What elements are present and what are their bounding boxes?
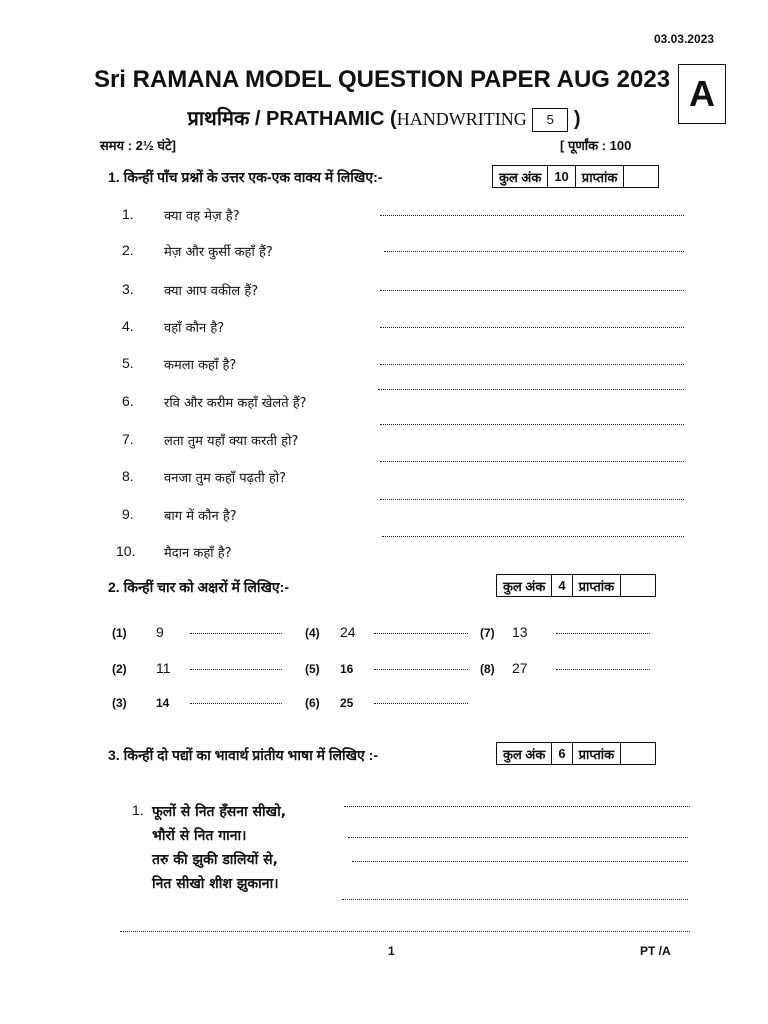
poem-line: नित सीखो शीश झुकाना। [152, 876, 279, 892]
question-row [0, 506, 768, 530]
score-label: कुल अंक [497, 575, 552, 597]
question-number: 4. [122, 318, 134, 334]
answer-line[interactable] [348, 836, 688, 838]
question-text: वनजा तुम कहाँ पढ़ती हो? [164, 471, 287, 486]
full-marks: [ पूर्णांक : 100 [560, 138, 632, 153]
answer-line[interactable] [190, 632, 282, 634]
score-obtained-box [621, 575, 656, 597]
section3-title: 3. किन्हीं दो पद्यों का भावार्थ प्रांतीय भाषा में लिखिए :- [108, 747, 378, 763]
question-row [0, 242, 768, 266]
title-prefix: Sri RAMANA MODEL QUESTION PAPER AUG [93, 66, 610, 93]
score-obtained-box [621, 743, 656, 765]
subtitle-eng: / PRATHAMIC ( [249, 108, 397, 130]
subtitle-close: ) [573, 108, 581, 130]
poem-number: 1. [132, 802, 144, 818]
question-text: लता तुम यहाँ क्या करती हो? [164, 434, 299, 449]
question-number: 10. [116, 543, 136, 559]
answer-line[interactable] [190, 668, 282, 670]
answer-line[interactable] [120, 930, 690, 932]
question-text: क्या आप वकील हैं? [164, 284, 259, 299]
answer-line[interactable] [374, 632, 468, 634]
question-row [0, 468, 768, 492]
score-obtained-label: प्राप्तांक [575, 166, 624, 188]
answer-line[interactable] [190, 702, 282, 704]
number-label: (2) [112, 662, 127, 676]
subtitle-hindi: प्राथमिक [187, 108, 250, 130]
question-text: रवि और करीम कहाँ खेलते हैं? [164, 396, 307, 411]
section1-title: 1. किन्हीं पाँच प्रश्नों के उत्तर एक-एक वाक्य में लिखिए:- [108, 169, 383, 185]
section2-score-table [496, 574, 656, 597]
poem-line: फूलों से नित हँसना सीखो, [152, 804, 287, 820]
section3-score-table [496, 742, 656, 765]
score-value: 10 [548, 166, 575, 188]
answer-line[interactable] [384, 250, 684, 252]
answer-line[interactable] [380, 289, 684, 291]
answer-line[interactable] [380, 363, 684, 365]
title-year: 2023 [616, 66, 671, 93]
score-obtained-label: प्राप्तांक [572, 743, 621, 765]
question-number: 5. [122, 355, 134, 371]
question-row [0, 355, 768, 379]
question-text: मेज़ और कुर्सी कहाँ हैं? [164, 245, 273, 260]
answer-line[interactable] [556, 632, 650, 634]
paper-title [0, 66, 768, 94]
answer-line[interactable] [342, 898, 688, 900]
number-value: 16 [340, 662, 354, 676]
question-row [0, 206, 768, 230]
question-number: 7. [122, 431, 134, 447]
answer-line[interactable] [380, 460, 684, 462]
section1-score-table [492, 165, 659, 188]
question-text: मैदान कहाँ है? [164, 546, 232, 561]
section2-title: 2. किन्हीं चार को अक्षरों में लिखिए:- [108, 579, 289, 595]
score-obtained-label: प्राप्तांक [572, 575, 621, 597]
number-value: 13 [512, 624, 528, 640]
question-row [0, 318, 768, 342]
answer-line[interactable] [344, 805, 690, 807]
number-label: (7) [480, 626, 495, 640]
number-label: (4) [305, 626, 320, 640]
score-value: 6 [552, 743, 572, 765]
handwriting-label: HANDWRITING [396, 109, 527, 129]
exam-date: 03.03.2023 [653, 32, 714, 46]
number-value: 14 [156, 696, 170, 710]
set-label: A [678, 64, 726, 124]
score-value: 4 [552, 575, 572, 597]
page-number: 1 [388, 944, 395, 958]
number-label: (1) [112, 626, 127, 640]
handwriting-score-box: 5 [532, 108, 568, 132]
answer-line[interactable] [374, 668, 468, 670]
question-row [0, 543, 768, 567]
number-value: 11 [156, 660, 171, 676]
answer-line[interactable] [556, 668, 650, 670]
question-number: 2. [122, 242, 134, 258]
poem-line: भौरों से नित गाना। [152, 828, 247, 844]
question-number: 9. [122, 506, 134, 522]
paper-subtitle [0, 104, 768, 132]
question-number: 1. [122, 206, 134, 222]
number-value: 27 [512, 660, 528, 676]
answer-line[interactable] [374, 702, 468, 704]
question-row [0, 281, 768, 305]
time-allowed: समय : 2½ घंटे] [100, 138, 176, 153]
number-label: (5) [305, 662, 320, 676]
answer-line[interactable] [352, 860, 688, 862]
number-label: (6) [305, 696, 320, 710]
answer-line[interactable] [378, 388, 684, 390]
answer-line[interactable] [380, 214, 684, 216]
score-label: कुल अंक [497, 743, 552, 765]
question-row [0, 393, 768, 417]
score-label: कुल अंक [493, 166, 548, 188]
number-label: (8) [480, 662, 495, 676]
question-text: वहाँ कौन है? [164, 321, 225, 336]
poem [152, 800, 286, 896]
question-number: 3. [122, 281, 134, 297]
answer-line[interactable] [382, 535, 684, 537]
answer-line[interactable] [380, 326, 684, 328]
score-obtained-box [624, 166, 659, 188]
question-text: कमला कहाँ है? [164, 358, 237, 373]
answer-line[interactable] [380, 423, 684, 425]
number-value: 25 [340, 696, 354, 710]
number-value: 24 [340, 624, 356, 640]
question-number: 6. [122, 393, 134, 409]
question-row [0, 431, 768, 455]
question-text: क्या वह मेज़ है? [164, 209, 240, 224]
number-value: 9 [156, 624, 164, 640]
question-number: 8. [122, 468, 134, 484]
poem-line: तरु की झुकी डालियों से, [152, 852, 278, 868]
answer-line[interactable] [380, 498, 684, 500]
page-reference: PT /A [640, 944, 671, 958]
number-label: (3) [112, 696, 127, 710]
question-text: बाग में कौन है? [164, 509, 237, 524]
